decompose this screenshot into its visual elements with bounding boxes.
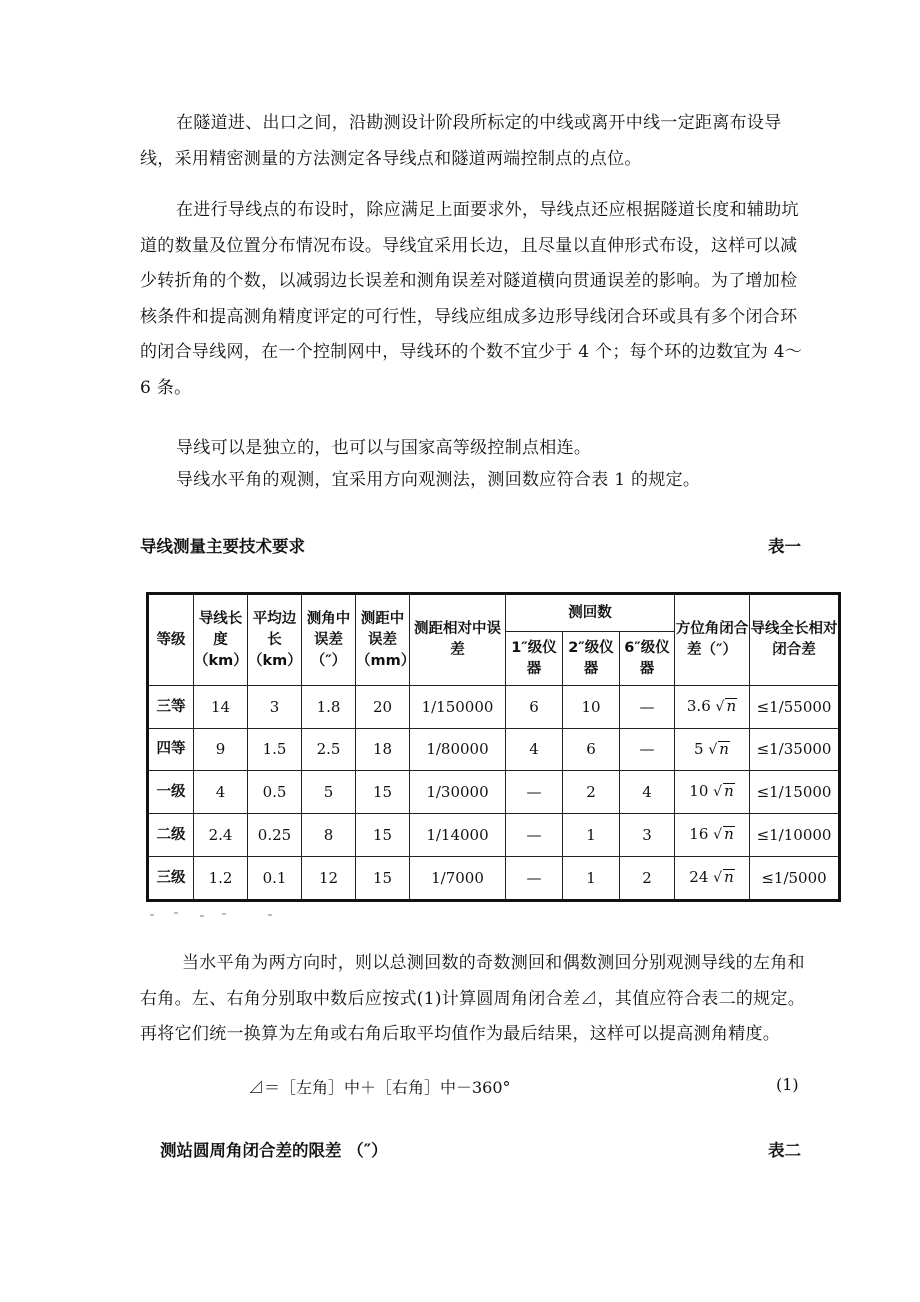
- paragraph-layout: 在进行导线点的布设时，除应满足上面要求外，导线点还应根据隧道长度和辅助坑道的数量及位置分布情况布设。导线宜采用长边，且尽量以直伸形式布设，这样可以减少转折角的个数，以减弱边长误差和测角误差对隧道横向贯通误差的影响。为了增加检核条件和提高测角精度评定的可行性，导线应组成多边形导线闭合环或具有多个闭合环的闭合导线网，在一个控制网中，导线环的个数不宜少于 4 个；每个环的边数宜为 4～6 条。: [140, 200, 803, 398]
- cell-relative-error: 1/7000: [410, 857, 506, 901]
- table-row: [148, 814, 840, 857]
- paragraph-independent: 导线可以是独立的，也可以与国家高等级控制点相连。: [176, 438, 592, 458]
- cell-instrument-2: 6: [563, 729, 620, 771]
- sqrt-symbol: √: [713, 784, 723, 800]
- cell-distance-error: 20: [356, 686, 410, 729]
- azimuth-coefficient: 24: [689, 868, 709, 886]
- paragraph-intro: 在隧道进、出口之间，沿勘测设计阶段所标定的中线或离开中线一定距离布设导线，采用精密测量的方法测定各导线点和隧道两端控制点的点位。: [140, 113, 782, 169]
- cell-instrument-1: —: [506, 857, 563, 901]
- cell-length: 14: [194, 686, 248, 729]
- cell-length: 1.2: [194, 857, 248, 901]
- table-row: [148, 686, 840, 729]
- header-distance-error: 测距中误差（mm）: [356, 594, 410, 686]
- table-row: [148, 771, 840, 814]
- formula-number: (1): [776, 1075, 799, 1094]
- cell-azimuth-closure: [675, 729, 750, 771]
- cell-instrument-2: 10: [563, 686, 620, 729]
- cell-length: 2.4: [194, 814, 248, 857]
- cell-total-relative: ≤1/35000: [750, 729, 840, 771]
- table2-label: 表二: [768, 1141, 801, 1160]
- header-angle-error: 测角中误差（″）: [302, 594, 356, 686]
- cell-instrument-1: 6: [506, 686, 563, 729]
- cell-length: 4: [194, 771, 248, 814]
- cell-relative-error: 1/80000: [410, 729, 506, 771]
- traverse-requirements-table: [146, 592, 841, 902]
- table1-caption: 导线测量主要技术要求: [140, 537, 305, 556]
- sqrt-symbol: √: [715, 699, 725, 715]
- cell-distance-error: 18: [356, 729, 410, 771]
- azimuth-coefficient: 16: [689, 825, 709, 843]
- sqrt-variable: n: [724, 782, 734, 800]
- cell-angle-error: 1.8: [302, 686, 356, 729]
- cell-grade: 三等: [148, 686, 194, 729]
- cell-grade: 二级: [148, 814, 194, 857]
- azimuth-coefficient: 3.6: [686, 697, 711, 715]
- header-grade: 等级: [148, 594, 194, 686]
- paragraph-observation: 导线水平角的观测，宜采用方向观测法，测回数应符合表 1 的规定。: [176, 470, 701, 490]
- sqrt-variable: n: [719, 739, 729, 758]
- cell-grade: 三级: [148, 857, 194, 901]
- cell-instrument-1: 4: [506, 729, 563, 771]
- azimuth-coefficient: 10: [689, 782, 709, 800]
- cell-instrument-6: —: [620, 686, 675, 729]
- cell-relative-error: 1/30000: [410, 771, 506, 814]
- cell-grade: 一级: [148, 771, 194, 814]
- cell-relative-error: 1/150000: [410, 686, 506, 729]
- scan-artifact: [148, 910, 278, 920]
- cell-instrument-2: 1: [563, 857, 620, 901]
- azimuth-coefficient: 5: [694, 739, 704, 758]
- header-rounds: 测回数: [506, 594, 675, 632]
- cell-instrument-1: —: [506, 814, 563, 857]
- cell-total-relative: ≤1/15000: [750, 771, 840, 814]
- cell-total-relative: ≤1/55000: [750, 686, 840, 729]
- cell-avg-side: 0.25: [248, 814, 302, 857]
- cell-avg-side: 0.1: [248, 857, 302, 901]
- header-instrument-2: 2″级仪器: [563, 632, 620, 686]
- cell-total-relative: ≤1/5000: [750, 857, 840, 901]
- paragraph-angle-closure: 当水平角为两方向时，则以总测回数的奇数测回和偶数测回分别观测导线的左角和右角。左、右角分别取中数后应按式(1)计算圆周角闭合差⊿，其值应符合表二的规定。再将它们统一换算为左角或右角后取平均值作为最后结果，这样可以提高测角精度。: [140, 953, 806, 1044]
- header-azimuth-closure: 方位角闭合差（″）: [675, 594, 750, 686]
- cell-instrument-2: 2: [563, 771, 620, 814]
- sqrt-symbol: √: [708, 741, 718, 758]
- cell-relative-error: 1/14000: [410, 814, 506, 857]
- header-total-relative-closure: 导线全长相对闭合差: [750, 594, 840, 686]
- cell-instrument-1: —: [506, 771, 563, 814]
- cell-azimuth-closure: [675, 771, 750, 814]
- cell-distance-error: 15: [356, 771, 410, 814]
- cell-angle-error: 8: [302, 814, 356, 857]
- formula-closure: ⊿＝［左角］中＋［右角］中－360°: [248, 1078, 511, 1097]
- cell-avg-side: 1.5: [248, 729, 302, 771]
- cell-grade: 四等: [148, 729, 194, 771]
- header-relative-error: 测距相对中误差: [410, 594, 506, 686]
- cell-angle-error: 12: [302, 857, 356, 901]
- header-length: 导线长度（km）: [194, 594, 248, 686]
- cell-instrument-2: 1: [563, 814, 620, 857]
- table-row: [148, 729, 840, 771]
- sqrt-variable: n: [726, 697, 737, 715]
- sqrt-variable: n: [724, 825, 734, 843]
- table-row: [148, 857, 840, 901]
- cell-angle-error: 5: [302, 771, 356, 814]
- cell-distance-error: 15: [356, 857, 410, 901]
- header-instrument-6: 6″级仪器: [620, 632, 675, 686]
- cell-instrument-6: 4: [620, 771, 675, 814]
- cell-azimuth-closure: [675, 857, 750, 901]
- cell-avg-side: 3: [248, 686, 302, 729]
- cell-avg-side: 0.5: [248, 771, 302, 814]
- header-avg-side: 平均边长（km）: [248, 594, 302, 686]
- cell-azimuth-closure: [675, 686, 750, 729]
- table1-label: 表一: [768, 537, 801, 556]
- cell-instrument-6: 3: [620, 814, 675, 857]
- sqrt-symbol: √: [713, 827, 723, 843]
- cell-distance-error: 15: [356, 814, 410, 857]
- sqrt-symbol: √: [713, 870, 723, 886]
- cell-angle-error: 2.5: [302, 729, 356, 771]
- cell-azimuth-closure: [675, 814, 750, 857]
- header-instrument-1: 1″级仪器: [506, 632, 563, 686]
- cell-length: 9: [194, 729, 248, 771]
- table2-caption: 测站圆周角闭合差的限差 （″）: [160, 1141, 388, 1160]
- cell-total-relative: ≤1/10000: [750, 814, 840, 857]
- cell-instrument-6: 2: [620, 857, 675, 901]
- cell-instrument-6: —: [620, 729, 675, 771]
- sqrt-variable: n: [724, 868, 734, 886]
